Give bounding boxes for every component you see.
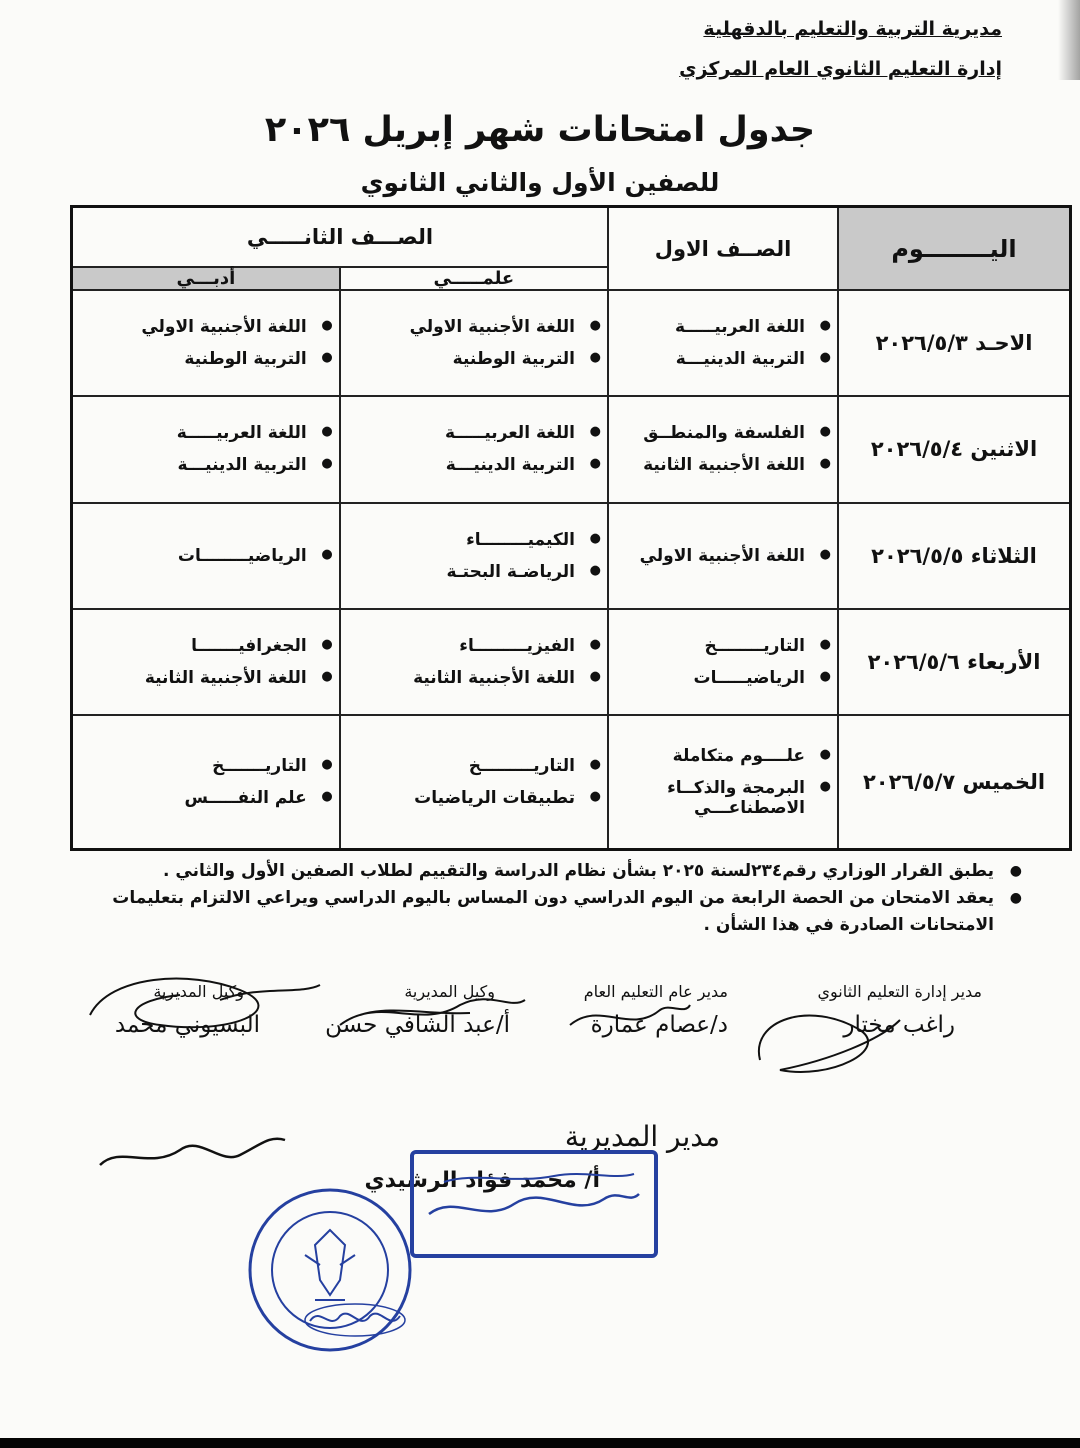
science-cell <box>340 290 608 396</box>
signature-scribble <box>70 965 330 1045</box>
table-row <box>72 609 1071 715</box>
day-cell: الاحـد ٢٠٢٦/٥/٣ <box>838 290 1071 396</box>
literary-cell <box>72 609 340 715</box>
note-item: ● يعقد الامتحان من الحصة الرابعة من اليوم الدراسي دون المساس باليوم الدراسي ويراعي الالتزام بتعليمات الامتحانات الصادرة في هذا الشأن . <box>40 885 1030 939</box>
first-grade-cell <box>608 609 838 715</box>
signature-title-general-education: مدير عام التعليم العام <box>583 982 728 1001</box>
column-header-second-grade: الصـــف الثانـــــي <box>72 207 609 268</box>
subject-item: ● اللغة العربيـــــة <box>351 423 575 443</box>
day-cell: الاثنين ٢٠٢٦/٥/٤ <box>838 396 1071 502</box>
subject-item: ● اللغة الأجنبية الثانية <box>83 668 307 688</box>
subject-item: ● اللغة العربيـــــة <box>83 423 307 443</box>
subject-item: ● التربية الدينيـــة <box>351 455 575 475</box>
science-cell <box>340 715 608 849</box>
subject-item: ● الفيزيـــــــــاء <box>351 636 575 656</box>
subject-item: ● اللغة العربيـــــة <box>619 317 805 337</box>
subject-item: ● اللغة الأجنبية الاولي <box>83 317 307 337</box>
header-directorate: مديرية التربية والتعليم بالدقهلية <box>703 18 1002 40</box>
director-signature-scribble <box>90 1125 290 1185</box>
column-header-literary: أدبـــي <box>72 267 340 290</box>
signature-title-deputy-2: وكيل المديرية <box>153 982 244 1001</box>
subject-item: ● التربية الوطنية <box>351 349 575 369</box>
first-grade-cell <box>608 503 838 609</box>
subject-item: ● اللغة الأجنبية الثانية <box>619 455 805 475</box>
table-row <box>72 396 1071 502</box>
notes-section <box>40 858 1030 939</box>
subject-item: ● الكيميــــــــاء <box>351 530 575 550</box>
subject-item: ● الفلسفة والمنطــق <box>619 423 805 443</box>
column-header-science: علمـــــي <box>340 267 608 290</box>
signature-scribble <box>560 995 700 1040</box>
director-blue-stamp <box>410 1150 658 1258</box>
literary-cell <box>72 715 340 849</box>
science-cell <box>340 396 608 502</box>
signature-scribble <box>330 985 530 1040</box>
page-subtitle: للصفين الأول والثاني الثانوي <box>360 168 720 197</box>
scan-edge-shadow <box>1058 0 1080 80</box>
day-cell: الثلاثاء ٢٠٢٦/٥/٥ <box>838 503 1071 609</box>
subject-item: ● التاريــــــــخ <box>619 636 805 656</box>
day-cell: الخميس ٢٠٢٦/٥/٧ <box>838 715 1071 849</box>
column-header-first-grade: الصــف الاول <box>608 207 838 291</box>
page-title: جدول امتحانات شهر إبريل ٢٠٢٦ <box>264 110 816 150</box>
signature-scribble <box>740 1000 910 1085</box>
subject-item: ● الرياضيــــــــات <box>83 546 307 566</box>
day-cell: الأربعاء ٢٠٢٦/٥/٦ <box>838 609 1071 715</box>
subject-item: ● التاريـــــــخ <box>83 756 307 776</box>
signature-name-secondary-admin: راغب مختار <box>843 1012 955 1038</box>
header-administration: إدارة التعليم الثانوي العام المركزي <box>679 58 1002 80</box>
literary-cell <box>72 290 340 396</box>
subject-item: ● اللغة الأجنبية الثانية <box>351 668 575 688</box>
first-grade-cell <box>608 290 838 396</box>
first-grade-cell <box>608 715 838 849</box>
literary-cell <box>72 396 340 502</box>
subject-item: ● علم النفـــــس <box>83 788 307 808</box>
science-cell <box>340 503 608 609</box>
literary-cell <box>72 503 340 609</box>
signature-name-general-education: د/عصام عمارة <box>590 1012 728 1038</box>
subject-item: ● اللغة الأجنبية الاولي <box>619 546 805 566</box>
subject-item: ● علــــوم متكاملة <box>619 746 805 766</box>
table-row <box>72 290 1071 396</box>
handwritten-number-icon <box>300 1296 410 1341</box>
subject-item: ● الجغرافيـــــــا <box>83 636 307 656</box>
subject-item: ● التاريـــــــــخ <box>351 756 575 776</box>
subject-item: ● اللغة الأجنبية الاولي <box>351 317 575 337</box>
subject-item: ● تطبيقات الرياضيات <box>351 788 575 808</box>
subject-item: ● الرياضيـــــات <box>619 668 805 688</box>
column-header-day: اليــــــــوم <box>838 207 1071 291</box>
subject-item: ● البرمجة والذكــاء الاصطناعـــي <box>645 778 805 818</box>
exam-schedule-table <box>70 205 1072 851</box>
signature-name-deputy-1: أ/عبد الشافي حسن <box>325 1012 510 1038</box>
scan-bottom-border <box>0 1438 1080 1448</box>
director-title: مدير المديرية <box>564 1120 720 1153</box>
subject-item: ● الرياضـة البحتـة <box>351 562 575 582</box>
table-row <box>72 715 1071 849</box>
table-row <box>72 503 1071 609</box>
signature-name-deputy-2: البسيوني محمد <box>114 1012 260 1038</box>
signature-title-deputy-1: وكيل المديرية <box>404 982 495 1001</box>
science-cell <box>340 609 608 715</box>
subject-item: ● التربية الدينيـــة <box>83 455 307 475</box>
signature-title-secondary-admin: مدير إدارة التعليم الثانوي <box>817 982 982 1001</box>
director-name: أ/ محمد فؤاد الرشيدي <box>364 1168 600 1193</box>
first-grade-cell <box>608 396 838 502</box>
note-item: ● يطبق القرار الوزاري رقم٢٣٤لسنة ٢٠٢٥ بشأن نظام الدراسة والتقييم لطلاب الصفين الأول والثاني . <box>40 858 1030 885</box>
stamp-handwriting <box>414 1154 646 1246</box>
subject-item: ● التربية الدينيـــة <box>619 349 805 369</box>
subject-item: ● التربية الوطنية <box>83 349 307 369</box>
